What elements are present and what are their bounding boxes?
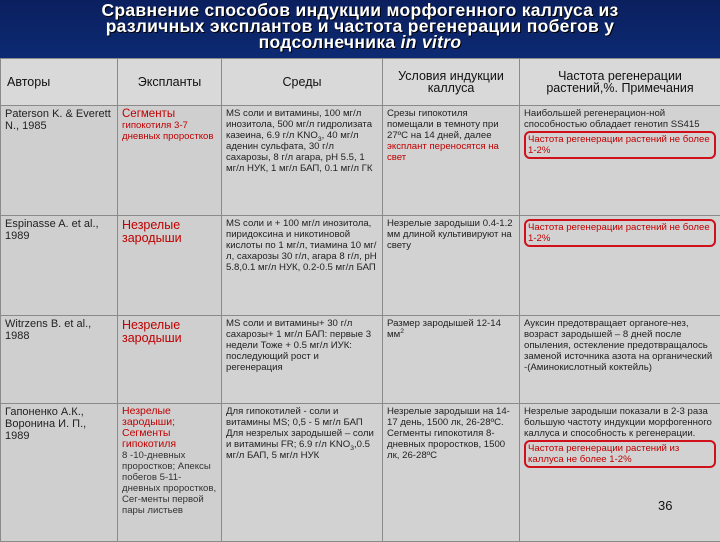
header-frequency: Частота регенерации растений,%. Примечания <box>520 59 720 106</box>
cell-conditions: Срезы гипокотиля помещали в темноту при 27ºС на 14 дней, далее эксплант переносятся на свет <box>383 106 520 216</box>
highlight-box: Частота регенерации растений из каллуса не более 1-2% <box>524 440 716 468</box>
cell-explants: Незрелые зародыши; Сегменты гипокотиля 8 -10-дневных проростков; Апексы побегов 5-11-дневных проростков, Сег-менты первой пары листьев <box>118 404 222 542</box>
cell-explants: Сегменты гипокотиля 3-7 дневных проростков <box>118 106 222 216</box>
table-row <box>1 316 720 404</box>
cell-explants: Незрелые зародыши <box>118 316 222 404</box>
cell-authors: Гапоненко А.К., Воронина И. П., 1989 <box>1 404 118 542</box>
slide-title <box>0 0 720 50</box>
cell-authors: Espinasse A. et al., 1989 <box>1 216 118 316</box>
cell-authors: Witrzens B. et al., 1988 <box>1 316 118 404</box>
page-number: 36 <box>658 498 672 513</box>
title-italic: in vitro <box>401 32 462 52</box>
highlight-text: эксплант переносятся на свет <box>387 141 499 163</box>
cell-media: MS соли и + 100 мг/л инозитола, пиридоксина и никотиновой кислоты по 1 мг/л, тиамина 10 мг/л, сахарозы 30 г/л, агара 8 г/л, рН 5.8,0.1 мг/л НУК, 0.2-0.5 мг/л БАП <box>222 216 383 316</box>
header-conditions: Условия индукции каллуса <box>383 59 520 106</box>
cell-frequency: Наибольшей регенерацион-ной способностью обладает генотип SS415 Частота регенерации растений не более 1-2% <box>520 106 720 216</box>
table-row <box>1 404 720 542</box>
highlight-box: Частота регенерации растений не более 1-2% <box>524 131 716 159</box>
table-row <box>1 106 720 216</box>
cell-media: Для гипокотилей - соли и витамины MS; 0,5 - 5 мг/л БАП Для незрелых зародышей – соли и витамины FR; 6.9 г/л $KNO_3,0.5$ мг/л БАП, 5 мг/л НУК <box>222 404 383 542</box>
cell-conditions: Незрелые зародыши 0.4-1.2 мм длиной культивируют на свету <box>383 216 520 316</box>
cell-conditions: Размер зародышей 12-14 $мм^2$ <box>383 316 520 404</box>
header-explants: Экспланты <box>118 59 222 106</box>
comparison-table <box>0 58 720 542</box>
header-authors: Авторы <box>1 59 118 106</box>
cell-frequency: Незрелые зародыши показали в 2-3 раза большую частоту индукции морфогенного каллуса и способность к регенерации. Частота регенерации растений из каллуса не более 1-2% <box>520 404 720 542</box>
cell-explants: Незрелые зародыши <box>118 216 222 316</box>
title-band <box>0 0 720 58</box>
title-line-1: Сравнение способов индукции морфогенного каллуса из <box>0 2 720 18</box>
cell-frequency: Ауксин предотвращает органоге-нез, возраст зародышей – 8 дней после опыления, остекление предотвращалось заменой источника азота на органический -(Аминокислотный коктейль) <box>520 316 720 404</box>
cell-frequency <box>520 216 720 316</box>
cell-media: MS соли и витамины+ 30 г/л сахарозы+ 1 мг/л БАП: первые 3 недели Тоже + 0.5 мг/л ИУК: последующий рост и регенерация <box>222 316 383 404</box>
highlight-box: Частота регенерации растений не более 1-2% <box>524 219 716 247</box>
table-row <box>1 216 720 316</box>
cell-conditions: Незрелые зародыши на 14-17 день, 1500 лк, 26-28ºС. Сегменты гипокотиля 8-дневных проростков, 1500 лк, 26-28ºС <box>383 404 520 542</box>
title-line-2: различных эксплантов и частота регенерации побегов у <box>0 18 720 34</box>
header-row <box>1 59 720 106</box>
title-line-3: подсолнечника in vitro <box>0 34 720 50</box>
cell-authors: Paterson K. & Everett N., 1985 <box>1 106 118 216</box>
cell-media: MS соли и витамины, 100 мг/л инозитола, 500 мг/л гидролизата казеина, 6.9 г/л $KNO_3$, 40 мг/л аденин сульфата, 30 г/л сахарозы, 8 г/л агара, рН 5.5, 1 мг/л НУК, 1 мг/л БАП, 0.1 мг/л ГК <box>222 106 383 216</box>
header-media: Среды <box>222 59 383 106</box>
